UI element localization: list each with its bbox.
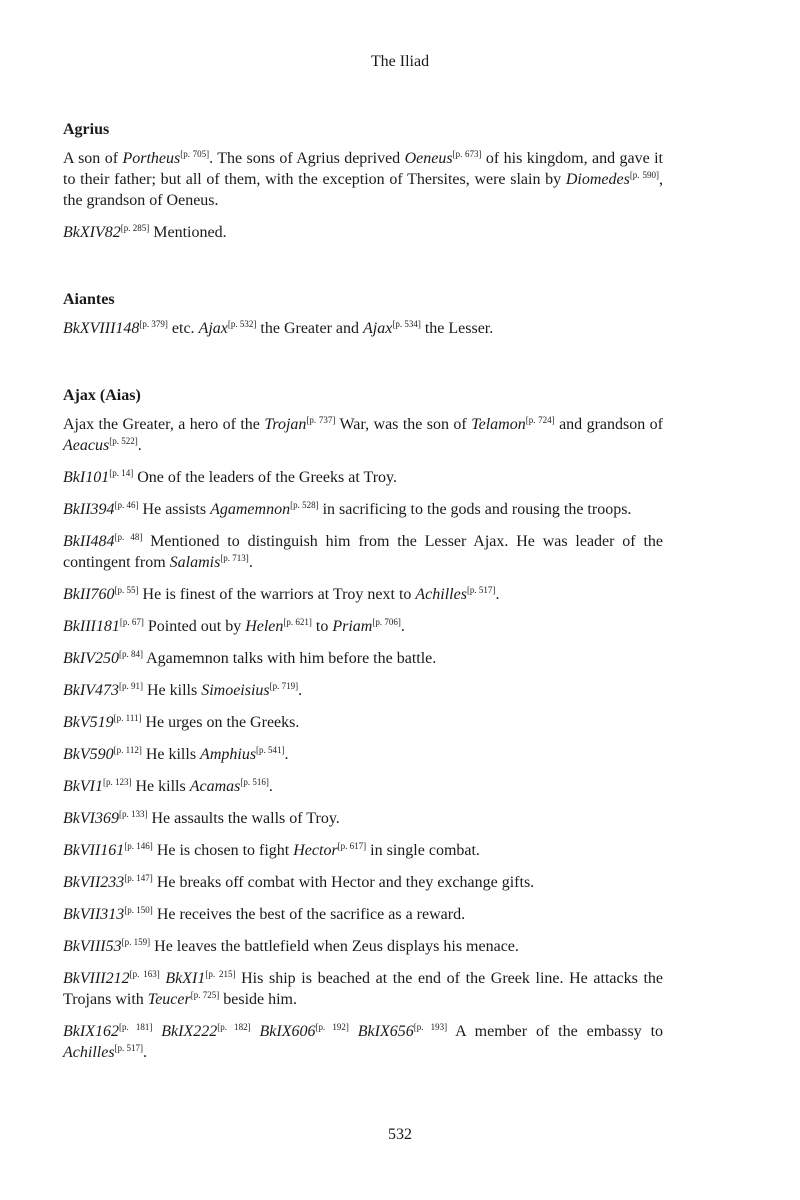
page-reference: [p. 14]: [109, 468, 134, 478]
page-reference: [p. 706]: [372, 617, 401, 627]
cross-reference-link[interactable]: Telamon: [471, 416, 526, 433]
cross-reference-link[interactable]: Oeneus: [404, 150, 453, 167]
page-reference: [p. 621]: [283, 617, 312, 627]
running-title: The Iliad: [370, 53, 430, 70]
body-text: .: [248, 554, 253, 571]
page-reference: [p. 182]: [217, 1022, 251, 1032]
page-reference: [p. 517]: [466, 585, 496, 595]
page-number: 532: [388, 1126, 412, 1143]
page-reference: [p. 532]: [227, 319, 257, 329]
body-text: Agamemnon talks with him before the battle.: [142, 650, 437, 667]
entry-paragraph: [63, 680, 663, 701]
cross-reference-link[interactable]: Achilles: [63, 1044, 115, 1061]
page-reference: [p. 285]: [120, 223, 150, 233]
glossary-entry: [63, 118, 663, 243]
body-text: He assists: [138, 501, 211, 518]
cross-reference-link[interactable]: Ajax: [363, 320, 393, 337]
entry-paragraph: [63, 414, 663, 456]
page-reference: [p. 193]: [413, 1022, 448, 1032]
entry-paragraph: [63, 904, 663, 925]
cross-reference-link[interactable]: BkVII313: [63, 906, 125, 923]
entry-paragraph: [63, 499, 663, 520]
body-text: He breaks off combat with Hector and they exchange gifts.: [152, 874, 535, 891]
body-text: .: [298, 682, 303, 699]
body-text: .: [137, 437, 142, 454]
body-text: the Greater and: [256, 320, 363, 337]
body-text: War, was the son of: [335, 416, 472, 433]
cross-reference-link[interactable]: BkIX656: [357, 1023, 414, 1040]
cross-reference-link[interactable]: BkIX162: [63, 1023, 119, 1040]
cross-reference-link[interactable]: Achilles: [415, 586, 467, 603]
page-reference: [p. 163]: [129, 969, 160, 979]
body-text: of his kingdom, and gave it to their father; but all of them, with the exception of Thersites, were slain by: [63, 150, 664, 188]
cross-reference-link[interactable]: BkVIII53: [63, 938, 122, 955]
page-reference: [p. 590]: [629, 170, 659, 180]
body-text: A son of: [63, 150, 123, 167]
entry-paragraph: [63, 616, 663, 637]
cross-reference-link[interactable]: BkVIII212: [63, 970, 130, 987]
page-reference: [p. 528]: [290, 500, 319, 510]
entry-paragraph: [63, 808, 663, 829]
body-text: He assaults the walls of Troy.: [147, 810, 340, 827]
page-reference: [p. 673]: [452, 149, 482, 159]
cross-reference-link[interactable]: Acamas: [189, 778, 241, 795]
page-reference: [p. 617]: [337, 841, 367, 851]
page-reference: [p. 159]: [121, 937, 151, 947]
body-text: .: [284, 746, 289, 763]
body-text: , the grandson of Oeneus.: [63, 171, 663, 209]
page-reference: [p. 516]: [240, 777, 269, 787]
cross-reference-link[interactable]: Salamis: [169, 554, 221, 571]
entry-paragraph: [63, 318, 663, 339]
entry-paragraph: [63, 968, 663, 1010]
body-text: [251, 1023, 260, 1040]
body-text: beside him.: [219, 991, 297, 1008]
page-reference: [p. 146]: [124, 841, 153, 851]
page-reference: [p. 192]: [315, 1022, 349, 1032]
body-text: .: [495, 586, 500, 603]
body-text: Mentioned to distinguish him from the Lesser Ajax. He was leader of the contingent from: [63, 533, 663, 571]
page-reference: [p. 725]: [190, 990, 220, 1000]
entry-paragraph: [63, 840, 663, 861]
body-text: One of the leaders of the Greeks at Troy.: [133, 469, 397, 486]
entry-title: Ajax (Aias): [63, 387, 141, 404]
body-text: A member of the embassy to: [447, 1023, 664, 1040]
cross-reference-link[interactable]: Diomedes: [565, 171, 630, 188]
page-reference: [p. 719]: [269, 681, 299, 691]
cross-reference-link[interactable]: BkIV250: [63, 650, 119, 667]
body-text: and grandson of: [554, 416, 663, 433]
cross-reference-link[interactable]: Amphius: [200, 746, 257, 763]
cross-reference-link[interactable]: BkI101: [63, 469, 110, 486]
body-text: in sacrificing to the gods and rousing the troops.: [318, 501, 632, 518]
cross-reference-link[interactable]: Agamemnon: [210, 501, 291, 518]
body-text: etc.: [167, 320, 199, 337]
page-reference: [p. 147]: [124, 873, 153, 883]
cross-reference-link[interactable]: BkXIV82: [63, 224, 121, 241]
page-reference: [p. 181]: [118, 1022, 153, 1032]
page-reference: [p. 150]: [124, 905, 153, 915]
entry-paragraph: [63, 712, 663, 733]
cross-reference-link[interactable]: Hector: [293, 842, 338, 859]
body-text: .: [400, 618, 405, 635]
body-text: He kills: [141, 746, 201, 763]
page-reference: [p. 737]: [306, 415, 336, 425]
body-text: [152, 1023, 161, 1040]
cross-reference-link[interactable]: BkXI1: [165, 970, 206, 987]
cross-reference-link[interactable]: BkII760: [63, 586, 115, 603]
body-text: His ship is beached at the end of the Greek line. He attacks the Trojans with: [63, 970, 663, 1008]
body-text: .: [143, 1044, 148, 1061]
page-reference: [p. 112]: [113, 745, 142, 755]
page-reference: [p. 91]: [118, 681, 143, 691]
cross-reference-link[interactable]: BkVI369: [63, 810, 119, 827]
entry-title: Agrius: [63, 121, 110, 138]
glossary-entry: [63, 384, 663, 1063]
page-reference: [p. 46]: [114, 500, 139, 510]
body-text: He is chosen to fight: [152, 842, 294, 859]
cross-reference-link[interactable]: BkV519: [63, 714, 114, 731]
page-reference: [p. 517]: [114, 1043, 144, 1053]
body-text: [349, 1023, 358, 1040]
page-reference: [p. 215]: [205, 969, 236, 979]
entry-paragraph: [63, 936, 663, 957]
page-reference: [p. 522]: [109, 436, 138, 446]
cross-reference-link[interactable]: Aeacus: [63, 437, 110, 454]
body-text: He is finest of the warriors at Troy next to: [138, 586, 416, 603]
cross-reference-link[interactable]: BkIX222: [161, 1023, 218, 1040]
body-text: .: [268, 778, 273, 795]
glossary-entry: [63, 288, 663, 339]
page-reference: [p. 379]: [139, 319, 168, 329]
cross-reference-link[interactable]: BkIX606: [259, 1023, 316, 1040]
page-reference: [p. 133]: [118, 809, 148, 819]
entry-paragraph: [63, 648, 663, 669]
page-reference: [p. 541]: [256, 745, 285, 755]
entry-paragraph: [63, 531, 663, 573]
body-text: He kills: [131, 778, 190, 795]
cross-reference-link[interactable]: Priam: [332, 618, 373, 635]
cross-reference-link[interactable]: Teucer: [147, 991, 191, 1008]
page-reference: [p. 705]: [180, 149, 210, 159]
body-text: He kills: [142, 682, 202, 699]
body-text: He urges on the Greeks.: [141, 714, 300, 731]
cross-reference-link[interactable]: BkXVIII148: [63, 320, 140, 337]
cross-reference-link[interactable]: Helen: [245, 618, 284, 635]
glossary-content: [63, 118, 663, 1074]
page-reference: [p. 48]: [114, 532, 143, 542]
page-reference: [p. 713]: [220, 553, 249, 563]
cross-reference-link[interactable]: Trojan: [264, 416, 307, 433]
body-text: Pointed out by: [143, 618, 246, 635]
entry-title: Aiantes: [63, 291, 115, 308]
entry-spacer: [63, 254, 663, 288]
page-reference: [p. 84]: [118, 649, 143, 659]
cross-reference-link[interactable]: BkIV473: [63, 682, 119, 699]
cross-reference-link[interactable]: BkVII161: [63, 842, 125, 859]
body-text: in single combat.: [366, 842, 480, 859]
page-reference: [p. 724]: [525, 415, 555, 425]
body-text: He leaves the battlefield when Zeus displays his menace.: [150, 938, 519, 955]
cross-reference-link[interactable]: Ajax: [198, 320, 228, 337]
page-reference: [p. 67]: [119, 617, 144, 627]
entry-spacer: [63, 350, 663, 384]
entry-paragraph: [63, 584, 663, 605]
entry-paragraph: [63, 744, 663, 765]
cross-reference-link[interactable]: Simoeisius: [201, 682, 270, 699]
body-text: . The sons of Agrius deprived: [209, 150, 405, 167]
page-reference: [p. 111]: [113, 713, 142, 723]
cross-reference-link[interactable]: Portheus: [122, 150, 181, 167]
cross-reference-link[interactable]: BkV590: [63, 746, 114, 763]
page-reference: [p. 55]: [114, 585, 139, 595]
cross-reference-link[interactable]: BkIII181: [63, 618, 120, 635]
entry-paragraph: [63, 776, 663, 797]
cross-reference-link[interactable]: BkVII233: [63, 874, 125, 891]
body-text: He receives the best of the sacrifice as a reward.: [152, 906, 466, 923]
cross-reference-link[interactable]: BkII484: [63, 533, 115, 550]
entry-paragraph: [63, 1021, 663, 1063]
page-reference: [p. 534]: [392, 319, 421, 329]
cross-reference-link[interactable]: BkII394: [63, 501, 115, 518]
body-text: Mentioned.: [149, 224, 227, 241]
body-text: to: [311, 618, 333, 635]
entry-paragraph: [63, 872, 663, 893]
cross-reference-link[interactable]: BkVI1: [63, 778, 103, 795]
body-text: the Lesser.: [420, 320, 494, 337]
entry-paragraph: [63, 148, 663, 211]
page-reference: [p. 123]: [102, 777, 132, 787]
entry-paragraph: [63, 222, 663, 243]
body-text: Ajax the Greater, a hero of the: [63, 416, 265, 433]
entry-paragraph: [63, 467, 663, 488]
